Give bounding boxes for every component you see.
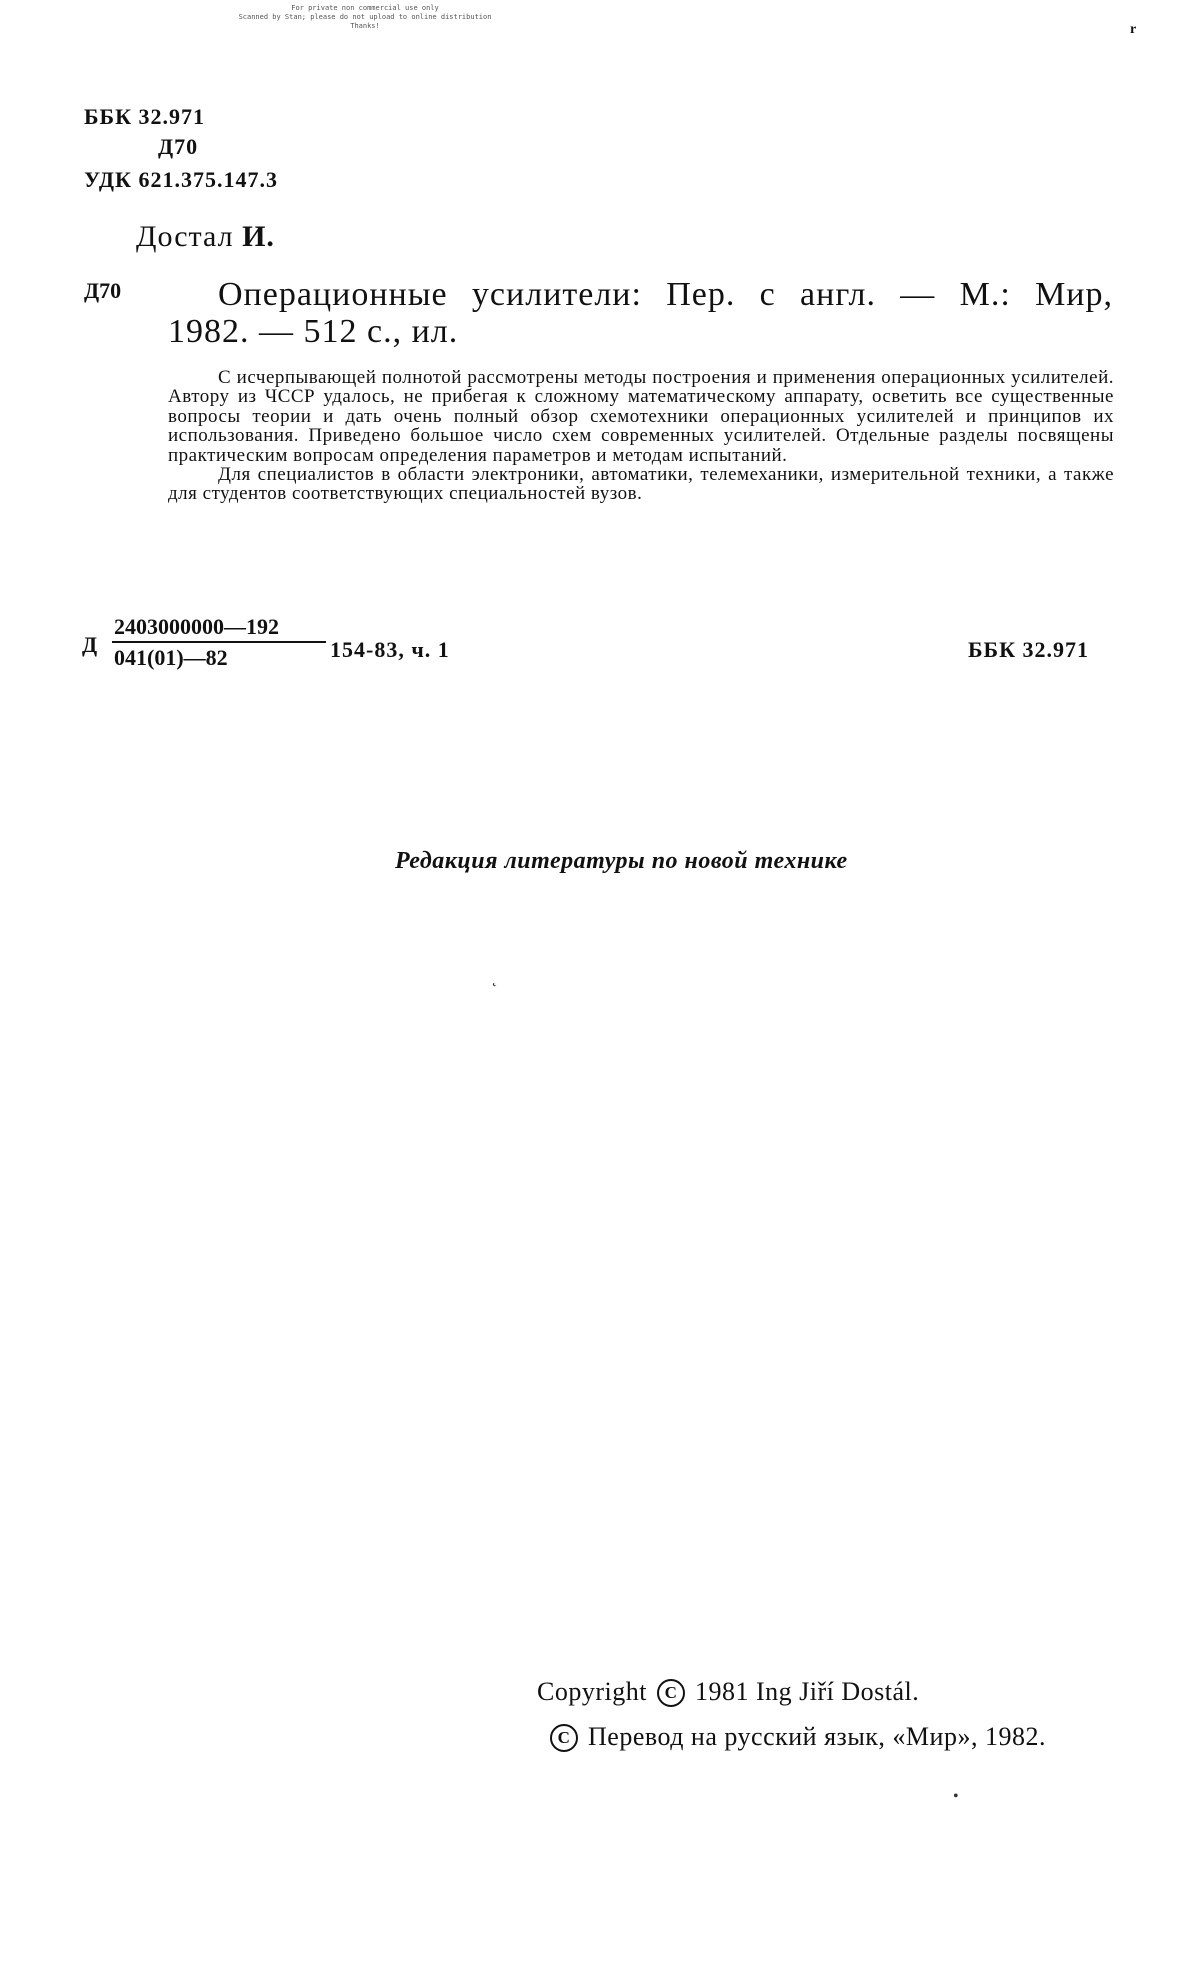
catalog-suffix: 154-83, ч. 1 <box>330 637 450 662</box>
author-mark-code: Д70 <box>158 134 199 159</box>
annotation-paragraph-1: С исчерпывающей полнотой рассмотрены методы построения и применения операционных усилителей. Автору из ЧССР удалось, не прибегая к сложному математическому аппарату, осветить все существенные вопросы теории и дать очень полный обзор схемотехники операционных усилителей и принципов их использования. Приведено большое число схем современных усилителей. Отдельные разделы посвящены практическим вопросам определения параметров и методам испытаний. <box>168 367 1114 466</box>
catalog-fraction <box>112 614 326 671</box>
scan-watermark <box>225 4 505 31</box>
catalog-prefix: Д <box>82 632 98 657</box>
entry-code: Д70 <box>84 278 122 303</box>
catalog-bbk: ББК 32.971 <box>968 637 1090 662</box>
catalog-denominator: 041(01)—82 <box>114 645 228 670</box>
copyright-translation-icon: C <box>550 1724 578 1752</box>
copyright-translation-text: Перевод на русский язык, «Мир», 1982. <box>588 1722 1046 1751</box>
annotation-paragraph-2: Для специалистов в области электроники, автоматики, телемеханики, измерительной техники, а также для студентов соответствующих специальностей вузов. <box>168 464 1114 505</box>
author-initial: И. <box>242 220 275 253</box>
udk-code: УДК 621.375.147.3 <box>84 167 279 192</box>
watermark-line-3: Thanks! <box>350 22 380 30</box>
author-surname: Достал <box>136 220 234 253</box>
corner-mark: r <box>1130 22 1137 37</box>
copyright-translation <box>547 1722 1046 1752</box>
watermark-line-1: For private non commercial use only <box>291 4 439 12</box>
book-title-line-1: Операционные усилители: Пер. с англ. — М.: Мир, <box>218 276 1113 313</box>
annotation <box>168 368 1114 504</box>
scan-speck-1: ˛ <box>492 970 498 987</box>
editorial-office: Редакция литературы по новой технике <box>395 848 848 874</box>
copyright-original <box>537 1677 919 1707</box>
scan-speck-2: • <box>953 1788 959 1805</box>
copyright-icon: C <box>657 1679 685 1707</box>
watermark-line-2: Scanned by Stan; please do not upload to online distribution <box>238 13 492 21</box>
copyright-original-text: 1981 Ing Jiří Dostál. <box>694 1677 920 1706</box>
book-title-line-2: 1982. — 512 с., ил. <box>168 313 459 350</box>
copyright-word: Copyright <box>537 1677 647 1706</box>
catalog-numerator: 2403000000—192 <box>114 614 279 639</box>
bbk-code: ББК 32.971 <box>84 104 206 129</box>
author-heading <box>136 220 275 254</box>
